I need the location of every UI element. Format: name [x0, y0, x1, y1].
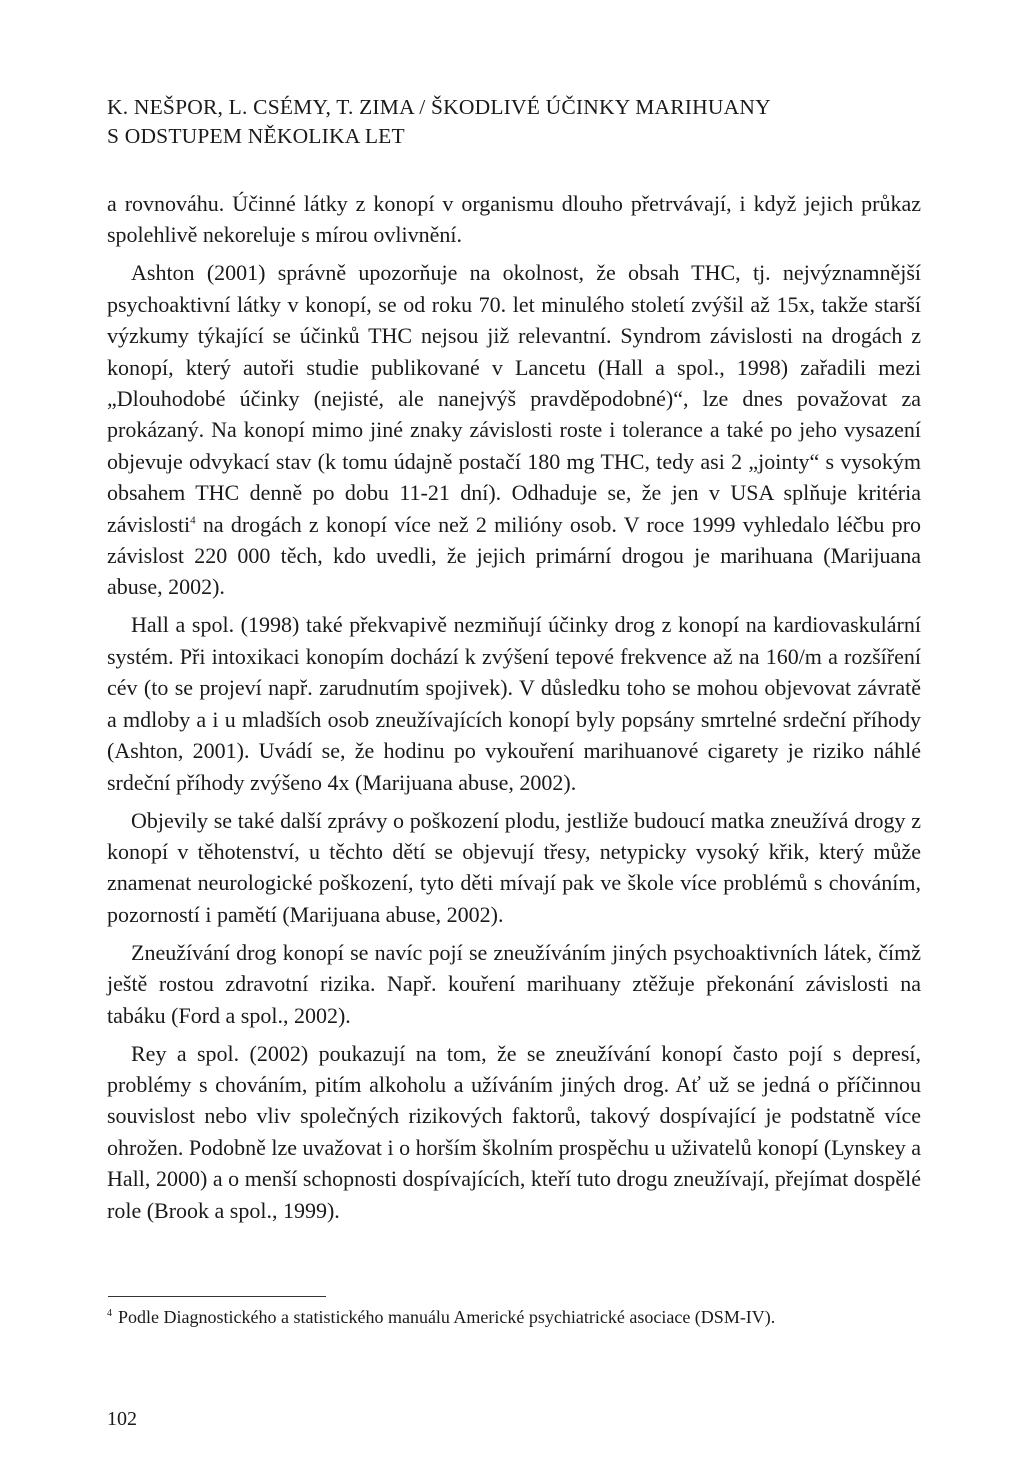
footnote-text: Podle Diagnostického a statistického manuálu Americké psychiatrické asociace (DSM-IV). [118, 1307, 776, 1327]
footnote-reference[interactable]: 4 [190, 514, 196, 527]
header-line-2: S ODSTUPEM NĚKOLIKA LET [107, 124, 405, 148]
body-text [107, 188, 921, 1233]
paragraph-text-continued: na drogách z konopí více než 2 milióny osob. V roce 1999 vyhledalo léčbu pro závislost 220 000 těch, kdo uvedli, že jejich primární drogou je marihuana (Marijuana abuse, 2002). [107, 511, 921, 600]
paragraph-text: Ashton (2001) správně upozorňuje na okolnost, že obsah THC, tj. nejvýznamnější psychoaktivní látky v konopí, se od roku 70. let minulého století zvýšil až 15x, takže starší výzkumy týkající se účinků THC nejsou již relevantní. Syndrom závislosti na drogách z konopí, který autoři studie publikované v Lancetu (Hall a spol., 1998) zařadili mezi „Dlouhodobé účinky (nejisté, ale nanejvýš pravděpodobné)“, lze dnes považovat za prokázaný. Na konopí mimo jiné znaky závislosti roste i tolerance a také po jeho vysazení objevuje odvykací stav (k tomu údajně postačí 180 mg THC, tedy asi 2 „jointy“ s vysokým obsahem THC denně po dobu 11-21 dní). Odhaduje se, že jen v USA splňuje kritéria závislosti [107, 260, 921, 537]
paragraph: Objevily se také další zprávy o poškození plodu, jestliže budoucí matka zneužívá drogy z konopí v těhotenství, u těchto dětí se objevují třesy, netypicky vysoký křik, který může znamenat neurologické poškození, tyto děti mívají pak ve škole více problémů s chováním, pozorností i pamětí (Marijuana abuse, 2002). [107, 807, 921, 927]
paragraph: a rovnováhu. Účinné látky z konopí v organismu dlouho přetrvávají, i když jejich průkaz spolehlivě nekoreluje s mírou ovlivnění. [107, 191, 921, 248]
paragraph: Rey a spol. (2002) poukazují na tom, že se zneužívání konopí často pojí s depresí, problémy s chováním, pitím alkoholu a užíváním jiných drog. Ať už se jedná o příčinnou souvislost nebo vliv společných rizikových faktorů, takový dospívající je podstatně více ohrožen. Podobně lze uvažovat i o horším školním prospěchu u uživatelů konopí (Lynskey a Hall, 2000) a o menší schopnosti dospívajících, kteří tuto drogu zneužívají, přejímat dospělé role (Brook a spol., 1999). [107, 1040, 921, 1223]
paragraph [107, 257, 921, 602]
paragraph: Hall a spol. (1998) také překvapivě nezmiňují účinky drog z konopí na kardiovaskulární systém. Při intoxikaci konopím dochází k zvýšení tepové frekvence až na 160/m a rozšíření cév (to se projeví např. zarudnutím spojivek). V důsledku toho se mohou objevovat závratě a mdloby a i u mladších osob zneužívajících konopí byly popsány smrtelné srdeční příhody (Ashton, 2001). Uvádí se, že hodinu po vykouření marihuanové cigarety je riziko náhlé srdeční příhody zvýšeno 4x (Marijuana abuse, 2002). [107, 612, 921, 795]
footnote-divider [108, 1296, 326, 1297]
running-header [107, 93, 927, 151]
paragraph: Zneužívání drog konopí se navíc pojí se zneužíváním jiných psychoaktivních látek, čímž ještě rostou zdravotní rizika. Např. kouření marihuany ztěžuje překonání závislosti na tabáku (Ford a spol., 2002). [107, 939, 921, 1028]
page-number: 102 [107, 1408, 137, 1430]
header-line-1: K. NEŠPOR, L. CSÉMY, T. ZIMA / ŠKODLIVÉ ÚČINKY MARIHUANY [107, 95, 771, 119]
footnote-mark: 4 [107, 1308, 112, 1319]
footnote [107, 1305, 927, 1329]
